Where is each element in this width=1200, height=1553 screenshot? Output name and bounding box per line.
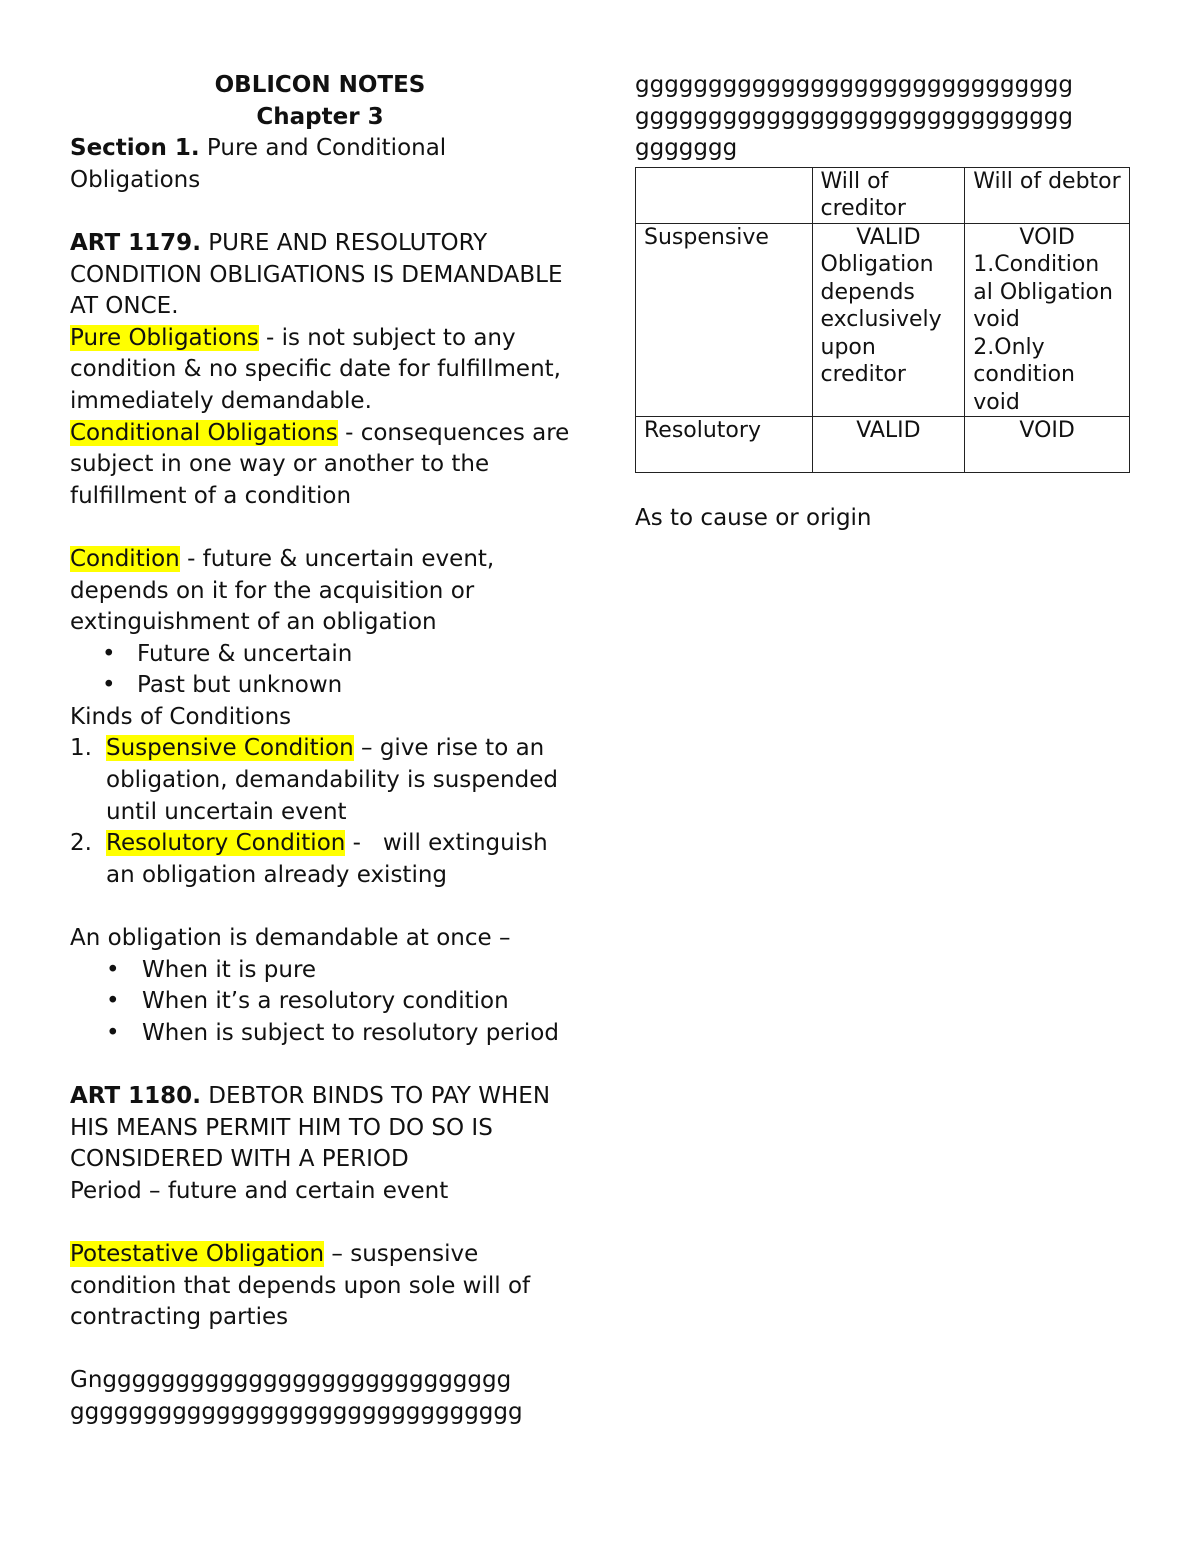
suspensive-creditor-cell	[812, 223, 965, 417]
suspensive-condition-text: – give rise to an obligation, demandability is suspended until uncertain event	[106, 735, 558, 825]
resolutory-creditor-cell: VALID	[812, 417, 965, 473]
section-label: Section 1.	[70, 135, 200, 162]
pure-obligations-definition	[70, 323, 570, 418]
period-definition: Period – future and certain event	[70, 1177, 449, 1204]
pure-obligations-text: - is not subject to any condition & no specific date for fulfillment, immediately demandable.	[70, 324, 561, 414]
chapter-heading: Chapter 3	[256, 103, 384, 130]
left-column	[70, 70, 570, 1429]
art-1180-label: ART 1180.	[70, 1083, 201, 1109]
table-row-suspensive	[636, 223, 1130, 417]
suspensive-debtor-cell	[965, 223, 1130, 417]
art-1179-text: PURE AND RESOLUTORY CONDITION OBLIGATIONS IS DEMANDABLE AT ONCE.	[70, 229, 563, 320]
right-column	[635, 70, 1135, 535]
demandable-bullet-list	[70, 955, 570, 1050]
condition-term: Condition	[70, 545, 180, 572]
suspensive-creditor-title: VALID	[856, 224, 921, 250]
kinds-heading: Kinds of Conditions	[70, 703, 292, 730]
demandable-heading: An obligation is demandable at once –	[70, 925, 511, 952]
art-1179	[70, 228, 570, 323]
list-number: 2.	[70, 830, 92, 857]
list-number: 1.	[70, 735, 92, 762]
list-item: • When it’s a resolutory condition	[70, 986, 570, 1018]
suspensive-debtor-title: VOID	[1019, 224, 1075, 250]
art-1180	[70, 1081, 570, 1176]
row-label-resolutory: Resolutory	[636, 417, 813, 473]
list-item: • When it is pure	[70, 955, 570, 987]
list-item: • Future & uncertain	[70, 639, 570, 671]
conditional-obligations-definition	[70, 418, 570, 513]
condition-bullet-list	[70, 639, 570, 702]
suspensive-debtor-item-1: 1.Condition al Obligation void	[973, 252, 1113, 333]
table-header-row	[636, 167, 1130, 223]
list-item: • Past but unknown	[70, 670, 570, 702]
suspensive-creditor-detail: Obligation depends exclusively upon creditor	[820, 252, 942, 388]
filler-text-line: gggggggggggggggggggggggggggggg	[635, 103, 1073, 130]
list-item	[70, 733, 570, 828]
table-header-creditor: Will of creditor	[812, 167, 965, 223]
art-1180-text: DEBTOR BINDS TO PAY WHEN HIS MEANS PERMIT HIM TO DO SO IS CONSIDERED WITH A PERIOD	[70, 1083, 551, 1173]
filler-text-line: Gngggggggggggggggggggggggggggg	[70, 1367, 512, 1394]
conditions-table	[635, 167, 1130, 474]
conditional-obligations-term: Conditional Obligations	[70, 419, 338, 446]
potestative-obligation-definition	[70, 1239, 570, 1334]
pure-obligations-term: Pure Obligations	[70, 324, 259, 351]
suspensive-debtor-item-2: 2.Only condition void	[973, 334, 1075, 415]
suspensive-condition-term: Suspensive Condition	[106, 735, 354, 762]
kinds-list	[70, 733, 570, 891]
conditional-obligations-text: - consequences are subject in one way or another to the fulfillment of a condition	[70, 419, 570, 509]
condition-definition	[70, 544, 570, 639]
row-label-suspensive: Suspensive	[636, 223, 813, 417]
condition-text: - future & uncertain event, depends on it for the acquisition or extinguishment of an obligation	[70, 545, 495, 636]
art-1179-label: ART 1179.	[70, 229, 201, 256]
cause-origin-heading: As to cause or origin	[635, 505, 872, 532]
list-item	[70, 828, 570, 891]
resolutory-condition-term: Resolutory Condition	[106, 830, 346, 857]
potestative-obligation-text: – suspensive condition that depends upon sole will of contracting parties	[70, 1240, 531, 1331]
table-row-resolutory	[636, 417, 1130, 473]
resolutory-debtor-cell: VOID	[965, 417, 1130, 473]
filler-text-line: ggggggg	[635, 135, 738, 162]
list-item: • When is subject to resolutory period	[70, 1018, 570, 1050]
resolutory-condition-text: - will extinguish an obligation already existing	[106, 830, 555, 888]
section-heading	[70, 133, 570, 196]
filler-text-line: gggggggggggggggggggggggggggggg	[635, 72, 1073, 98]
document-title: OBLICON NOTES	[214, 72, 426, 98]
section-text: Pure and Conditional Obligations	[70, 135, 447, 193]
potestative-obligation-term: Potestative Obligation	[70, 1240, 325, 1267]
table-header-cell-empty	[636, 167, 813, 223]
table-header-debtor: Will of debtor	[965, 167, 1130, 223]
filler-text-line: ggggggggggggggggggggggggggggggg	[70, 1398, 523, 1425]
